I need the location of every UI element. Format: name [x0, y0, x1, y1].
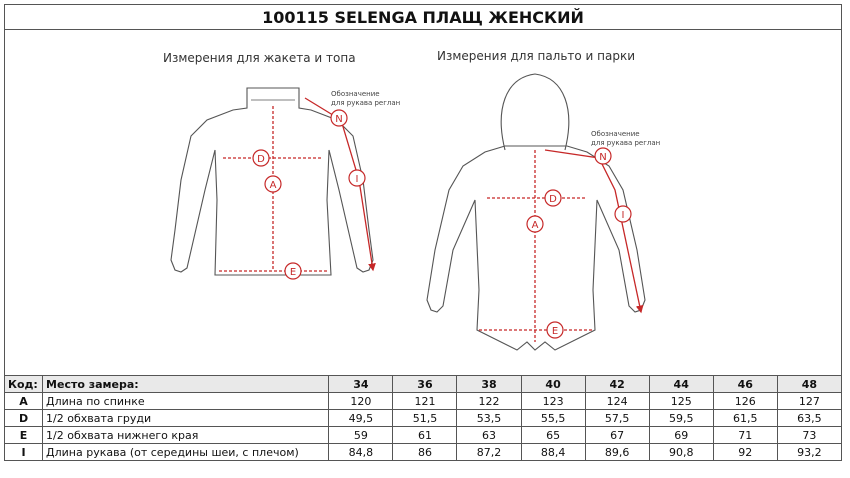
svg-text:D: D: [257, 154, 265, 165]
svg-text:I: I: [621, 210, 625, 221]
row-value: 73: [777, 427, 841, 444]
jacket-note-line2: для рукава реглан: [331, 99, 401, 107]
table-row: [5, 410, 842, 427]
row-value: 88,4: [521, 444, 585, 461]
coat-marker-e: [547, 322, 563, 338]
coat-marker-a: [527, 216, 543, 232]
row-value: 120: [329, 393, 393, 410]
svg-text:N: N: [335, 114, 343, 125]
row-value: 84,8: [329, 444, 393, 461]
coat-outline: [427, 146, 645, 350]
row-label: Длина по спинке: [43, 393, 329, 410]
size-header: 44: [649, 376, 713, 393]
row-value: 63: [457, 427, 521, 444]
row-value: 121: [393, 393, 457, 410]
row-value: 92: [713, 444, 777, 461]
row-label: 1/2 обхвата нижнего края: [43, 427, 329, 444]
svg-text:E: E: [551, 326, 559, 337]
row-value: 59: [329, 427, 393, 444]
code-header: Код:: [5, 376, 43, 393]
size-header: 40: [521, 376, 585, 393]
row-code: A: [5, 393, 43, 410]
row-value: 61,5: [713, 410, 777, 427]
row-value: 65: [521, 427, 585, 444]
table-row: [5, 427, 842, 444]
row-value: 49,5: [329, 410, 393, 427]
size-header: 38: [457, 376, 521, 393]
row-value: 69: [649, 427, 713, 444]
size-table-header-row: [5, 376, 842, 393]
row-value: 51,5: [393, 410, 457, 427]
row-value: 89,6: [585, 444, 649, 461]
row-value: 55,5: [521, 410, 585, 427]
table-row: [5, 444, 842, 461]
size-header: 46: [713, 376, 777, 393]
row-value: 125: [649, 393, 713, 410]
coat-note-line2: для рукава реглан: [591, 139, 661, 147]
jacket-marker-e: [285, 263, 301, 279]
jacket-note-line1: Обозначение: [331, 90, 380, 98]
jacket-diagram: [163, 51, 400, 279]
row-value: 57,5: [585, 410, 649, 427]
jacket-marker-n: [331, 110, 347, 126]
svg-text:A: A: [531, 220, 539, 231]
svg-text:N: N: [599, 152, 607, 163]
row-code: I: [5, 444, 43, 461]
coat-hood-outline: [501, 74, 569, 150]
svg-text:I: I: [355, 174, 359, 185]
row-value: 86: [393, 444, 457, 461]
svg-text:A: A: [269, 180, 277, 191]
row-label: 1/2 обхвата груди: [43, 410, 329, 427]
row-value: 53,5: [457, 410, 521, 427]
coat-diagram-caption: Измерения для пальто и парки: [437, 49, 636, 63]
row-value: 90,8: [649, 444, 713, 461]
jacket-marker-d: [253, 150, 269, 166]
jacket-marker-i: [349, 170, 365, 186]
size-table: [4, 375, 842, 461]
size-header: 34: [329, 376, 393, 393]
size-header: 48: [777, 376, 841, 393]
diagrams-svg: [5, 30, 843, 375]
row-code: D: [5, 410, 43, 427]
measurement-place-header: Место замера:: [43, 376, 329, 393]
row-value: 61: [393, 427, 457, 444]
page-title: 100115 SELENGA ПЛАЩ ЖЕНСКИЙ: [4, 4, 842, 30]
coat-marker-d: [545, 190, 561, 206]
size-header: 36: [393, 376, 457, 393]
row-value: 122: [457, 393, 521, 410]
jacket-diagram-caption: Измерения для жакета и топа: [163, 51, 356, 65]
jacket-marker-a: [265, 176, 281, 192]
row-value: 127: [777, 393, 841, 410]
row-value: 124: [585, 393, 649, 410]
size-header: 42: [585, 376, 649, 393]
table-row: [5, 393, 842, 410]
row-value: 59,5: [649, 410, 713, 427]
row-value: 123: [521, 393, 585, 410]
row-value: 126: [713, 393, 777, 410]
row-value: 71: [713, 427, 777, 444]
coat-marker-n: [595, 148, 611, 164]
row-label: Длина рукава (от середины шеи, с плечом): [43, 444, 329, 461]
row-code: E: [5, 427, 43, 444]
coat-marker-i: [615, 206, 631, 222]
row-value: 93,2: [777, 444, 841, 461]
row-value: 63,5: [777, 410, 841, 427]
coat-note-line1: Обозначение: [591, 130, 640, 138]
row-value: 87,2: [457, 444, 521, 461]
measurement-diagrams: [4, 30, 842, 375]
svg-text:E: E: [289, 267, 297, 278]
row-value: 67: [585, 427, 649, 444]
svg-text:D: D: [549, 194, 557, 205]
coat-diagram: [427, 49, 660, 350]
